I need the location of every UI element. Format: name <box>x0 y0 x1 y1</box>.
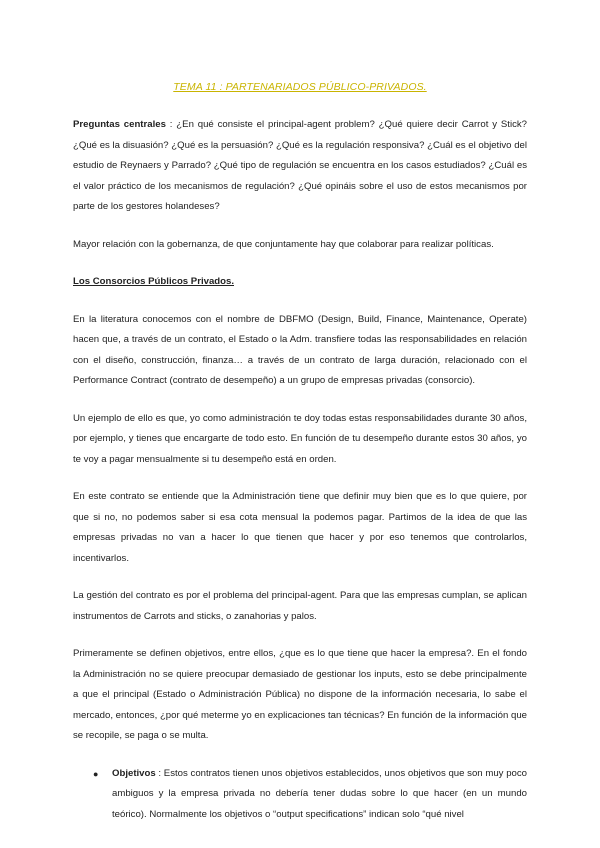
list-item <box>93 764 527 826</box>
intro-text: : ¿En qué consiste el principal-agent problem? ¿Qué quiere decir Carrot y Stick? ¿Qué es la disuasión? ¿Qué es la persuasión? ¿Qué es la regulación responsiva? ¿Cuál es el objetivo del estudio de Reynaers y Parrado? ¿Qué tipo de regulación se encuentra en los casos estudiados? ¿Cuál es el valor práctico de los mecanismos de regulación? ¿Qué opináis sobre el uso de estos mecanismos por parte de los gestores holandeses? <box>73 119 527 212</box>
paragraph-dbfmo: En la literatura conocemos con el nombre de DBFMO (Design, Build, Finance, Maintenance, Operate) hacen que, a través de un contrato, el Estado o la Adm. transfiere todas las responsabilidades en relación con el diseño, construcción, finanza… a través de un contrato de larga duración, relacionado con el Performance Contract (contrato de desempeño) a un grupo de empresas privadas (consorcio). <box>73 313 527 386</box>
section-heading: Los Consorcios Públicos Privados. <box>73 276 234 287</box>
intro-label: Preguntas centrales <box>73 119 166 130</box>
gobernanza-paragraph: Mayor relación con la gobernanza, de que conjuntamente hay que colaborar para realizar políticas. <box>73 238 494 250</box>
bullet-list <box>73 764 527 826</box>
bullet-text: : Estos contratos tienen unos objetivos establecidos, unos objetivos que son muy poco ambiguos y la empresa privada no debería tener dudas sobre lo que hacer (en un mundo teórico). Normalmente los objetivos o “output specifications” indican solo “qué nivel <box>112 767 527 820</box>
page-title: TEMA 11 : PARTENARIADOS PÚBLICO-PRIVADOS. <box>173 81 427 93</box>
paragraph-principal-agent: La gestión del contrato es por el problema del principal-agent. Para que las empresas cumplan, se aplican instrumentos de Carrots and sticks, o zanahorias y palos. <box>73 590 527 622</box>
paragraph-example: Un ejemplo de ello es que, yo como administración te doy todas estas responsabilidades durante 30 años, por ejemplo, y tienes que encargarte de todo esto. En función de tu desempeño durante estos 30 años, yo te voy a pagar mensualmente si tu desempeño está en orden. <box>73 412 527 465</box>
bullet-icon: ● <box>93 768 99 779</box>
intro-paragraph <box>73 115 527 218</box>
paragraph-objectives-intro: Primeramente se definen objetivos, entre ellos, ¿que es lo que tiene que hacer la empresa?. En el fondo la Administración no se quiere preocupar demasiado de gestionar los inputs, esto se debe principalmente a que el principal (Estado o Administración Pública) no dispone de la información necesaria, lo sabe el mercado, entonces, ¿por qué meterme yo en explicaciones tan técnicas? En función de la información que se recopile, se paga o se multa. <box>73 648 527 741</box>
bullet-label: Objetivos <box>112 767 156 779</box>
paragraph-contract: En este contrato se entiende que la Administración tiene que definir muy bien que es lo que quiere, por que si no, no podemos saber si esa cota mensual la podemos pagar. Partimos de la idea de que las empresas privadas no van a hacer lo que tienen que hacer y por eso tenemos que controlarlos, incentivarlos. <box>73 491 527 564</box>
